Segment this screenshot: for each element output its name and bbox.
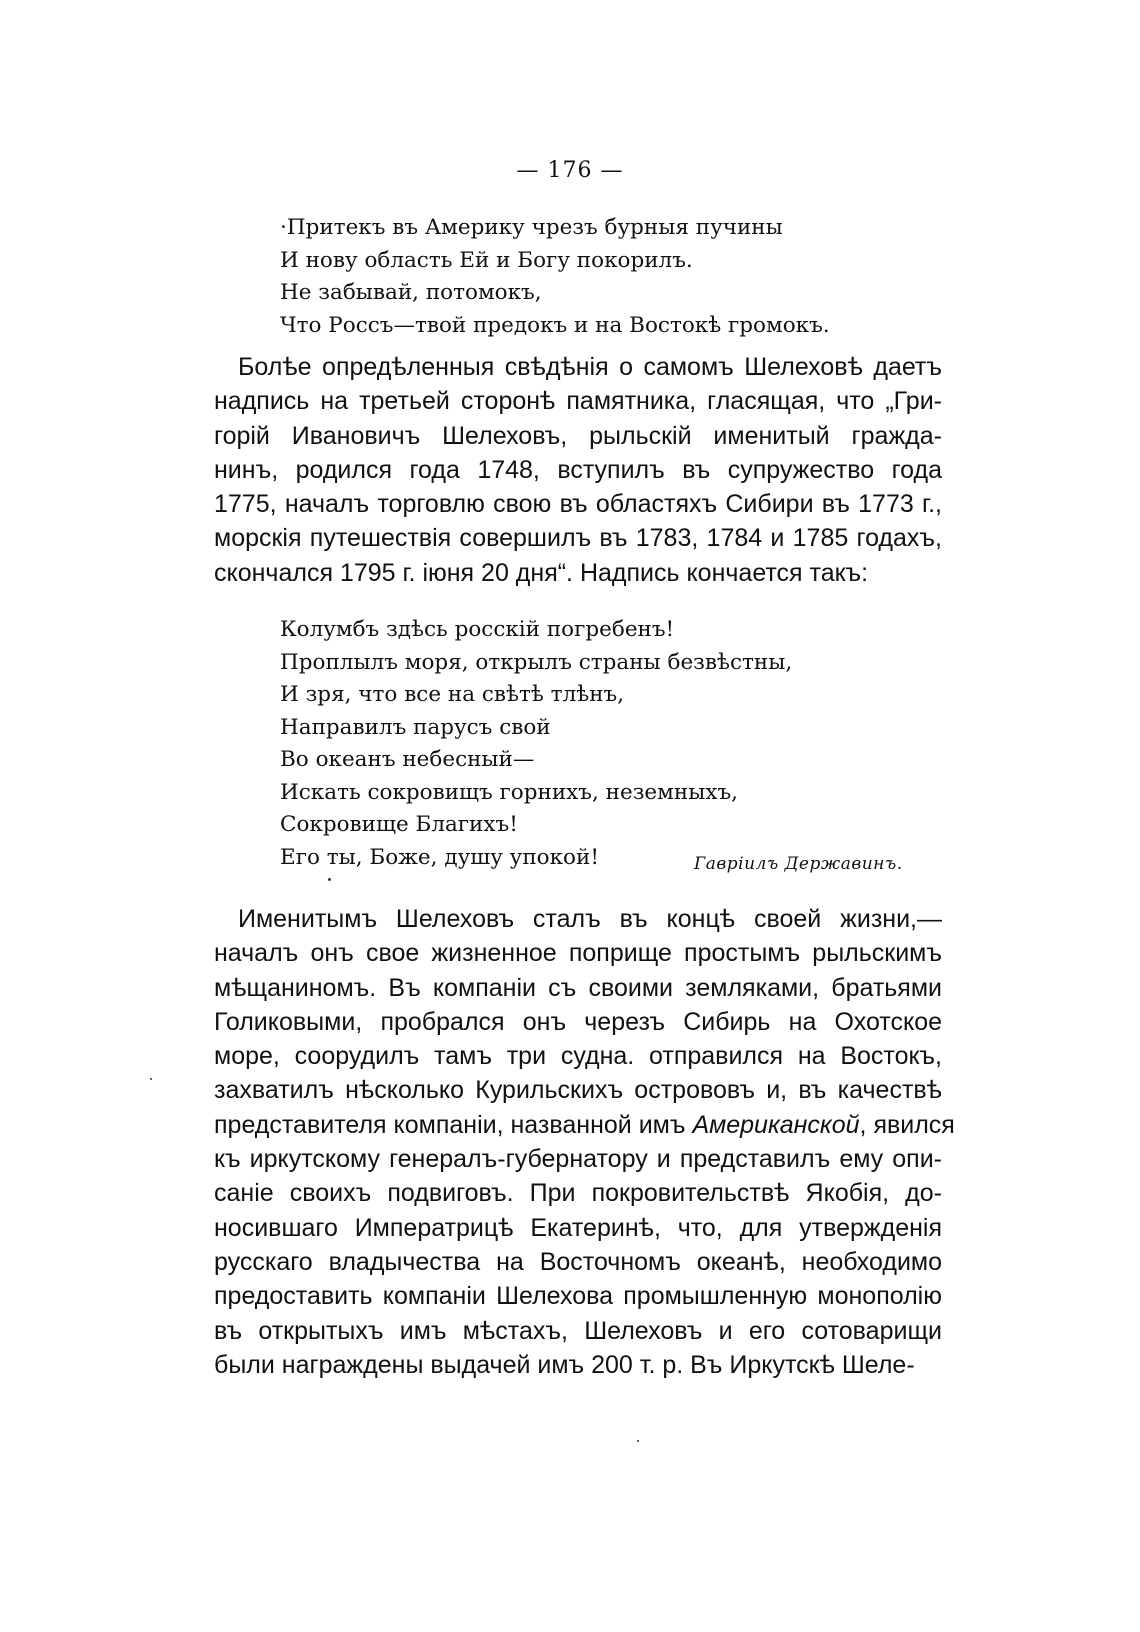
paragraph-line-tail: , явился bbox=[859, 1110, 955, 1139]
paragraph-line-with-italic bbox=[214, 1108, 955, 1142]
verse-line: Направилъ парусъ свой bbox=[280, 714, 551, 740]
paragraph-line: началъ онъ свое жизненное поприще простымъ рыльскимъ bbox=[214, 939, 942, 968]
paragraph-line: къ иркутскому генералъ-губернатору и представилъ ему опи- bbox=[214, 1145, 942, 1174]
paragraph-biography bbox=[214, 902, 955, 1382]
verse-line: Искать сокровищъ горнихъ, неземныхъ, bbox=[280, 779, 738, 805]
paragraph-line: нинъ, родился года 1748, вступилъ въ супружество года bbox=[214, 455, 942, 484]
paragraph-line: русскаго владычества на Восточномъ океанѣ, необходимо bbox=[214, 1247, 942, 1276]
verse-line: Колумбъ здѣсь росскій погребенъ! bbox=[280, 617, 675, 642]
paragraph-line: захватилъ нѣсколько Курильскихъ острововъ и, въ качествѣ bbox=[214, 1076, 942, 1105]
paragraph-line: скончался 1795 г. іюня 20 дня“. Надпись кончается такъ: bbox=[214, 558, 869, 587]
paragraph-line: мѣщаниномъ. Въ компаніи съ своими земляками, братьями bbox=[214, 973, 942, 1002]
verse-line: И нову область Ей и Богу покорилъ. bbox=[280, 247, 693, 273]
italic-company-name: Американской bbox=[692, 1110, 860, 1139]
page-number: — 176 — bbox=[516, 158, 624, 183]
verse-line: И зря, что все на свѣтѣ тлѣнъ, bbox=[280, 682, 625, 707]
paragraph-line: носившаго Императрицѣ Екатеринѣ, что, для утвержденія bbox=[214, 1213, 942, 1242]
verse-signature: Гавріилъ Державинъ. bbox=[694, 854, 903, 874]
verse-line: Проплылъ моря, открылъ страны безвѣстны, bbox=[280, 649, 793, 675]
paragraph-line: были награждены выдачей имъ 200 т. р. Въ Иркутскѣ Шеле- bbox=[214, 1350, 915, 1379]
paragraph-line: море, соорудилъ тамъ три судна. отправился на Востокъ, bbox=[214, 1042, 942, 1071]
paragraph-line: горій Ивановичъ Шелеховъ, рыльскій именитый гражда- bbox=[214, 421, 942, 450]
paragraph-inscription bbox=[214, 350, 942, 590]
print-speck bbox=[637, 1440, 639, 1442]
paragraph-line: Именитымъ Шелеховъ сталъ въ концѣ своей жизни,— bbox=[238, 905, 942, 933]
paragraph-line: предоставить компаніи Шелехова промышленную монополію bbox=[214, 1282, 942, 1311]
verse-line: Сокровище Благихъ! bbox=[280, 812, 518, 837]
paragraph-line: надпись на третьей сторонѣ памятника, гласящая, что „Гри- bbox=[214, 387, 942, 416]
paragraph-line: морскія путешествія совершилъ въ 1783, 1784 и 1785 годахъ, bbox=[214, 524, 942, 553]
verse-line: Во океанъ небесный— bbox=[280, 747, 535, 772]
verse-line: Его ты, Боже, душу упокой! bbox=[280, 844, 599, 870]
paragraph-line: 1775, началъ торговлю свою въ областяхъ Сибири въ 1773 г., bbox=[214, 490, 942, 519]
verse-line: Не забывай, потомокъ, bbox=[280, 280, 542, 305]
print-speck bbox=[328, 878, 331, 881]
paragraph-line: Голиковыми, пробрался онъ черезъ Сибирь на Охотское bbox=[214, 1007, 942, 1036]
verse-epitaph bbox=[280, 212, 830, 342]
paragraph-line: саніе своихъ подвиговъ. При покровительствѣ Якобія, до- bbox=[214, 1179, 942, 1208]
verse-derzhavin bbox=[280, 614, 792, 874]
print-speck bbox=[150, 1078, 152, 1080]
paragraph-line-head: представителя компаніи, названной имъ bbox=[214, 1110, 693, 1139]
verse-line: Что Россъ—твой предокъ и на Востокѣ громокъ. bbox=[280, 312, 830, 338]
paragraph-line: Болѣе опредѣленныя свѣдѣнія о самомъ Шелеховѣ даетъ bbox=[238, 353, 942, 381]
paragraph-line: въ открытыхъ имъ мѣстахъ, Шелеховъ и его сотоварищи bbox=[214, 1316, 942, 1345]
verse-line: ·Притекъ въ Америку чрезъ бурныя пучины bbox=[280, 215, 783, 240]
